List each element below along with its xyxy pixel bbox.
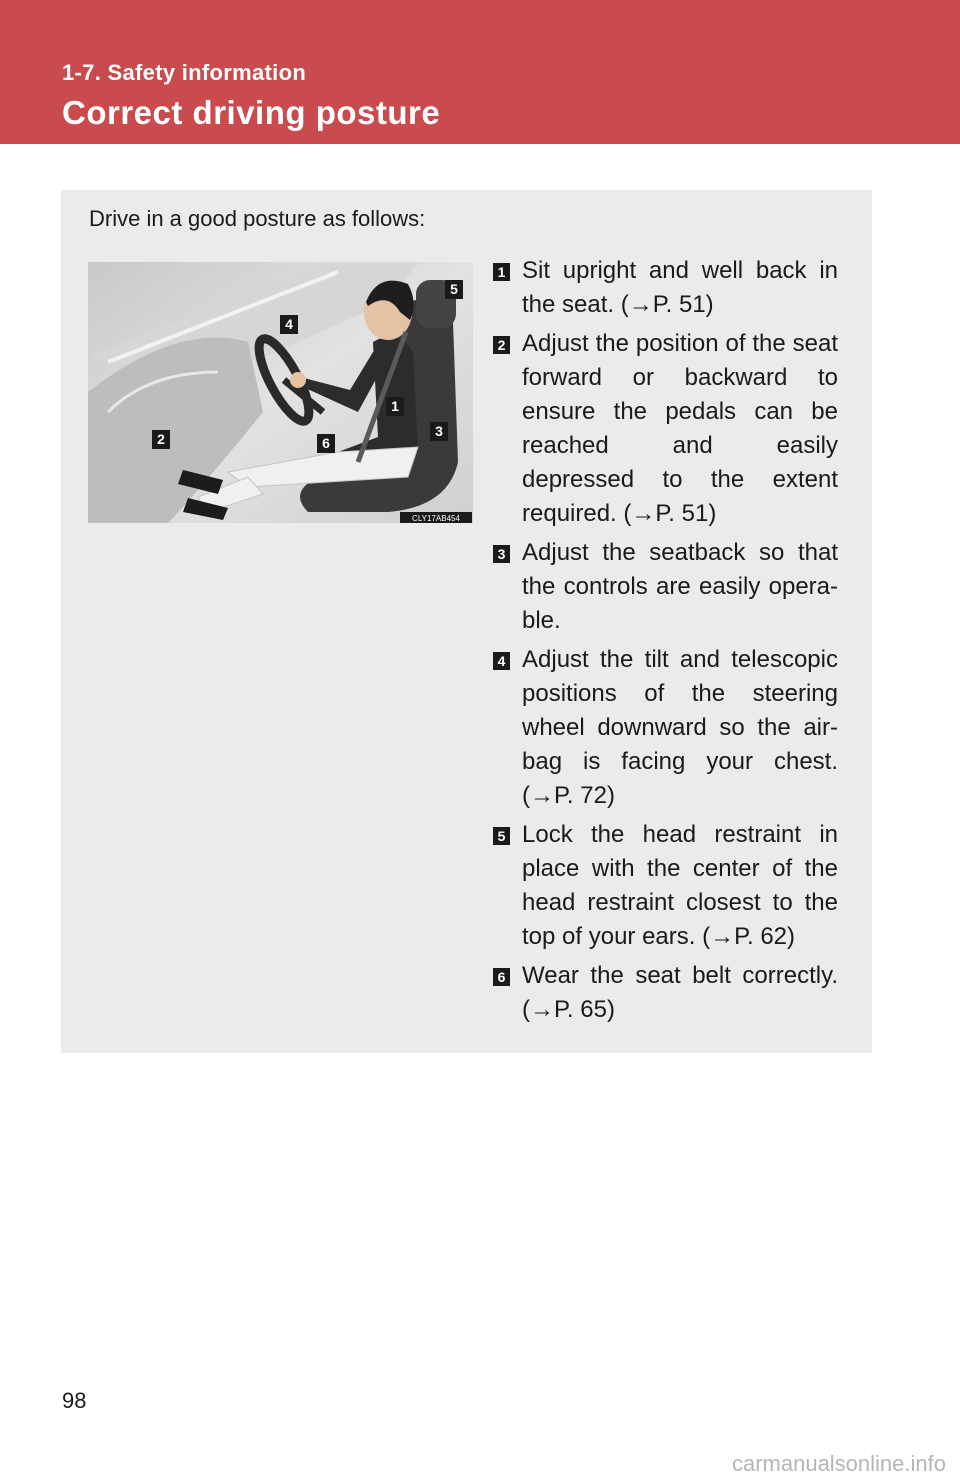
step-number-badge: 5 — [493, 827, 510, 845]
section-header — [0, 0, 960, 144]
list-item — [493, 959, 838, 1027]
svg-text:3: 3 — [435, 423, 443, 439]
svg-text:5: 5 — [450, 281, 458, 297]
watermark: carmanualsonline.info — [731, 1451, 946, 1476]
svg-text:1: 1 — [391, 398, 399, 414]
callout-3 — [430, 422, 448, 441]
svg-text:4: 4 — [285, 316, 293, 332]
step-text: Wear the seat belt correctly. (→P. 65) — [522, 962, 838, 1023]
callout-4 — [280, 315, 298, 334]
step-number-badge: 1 — [493, 263, 510, 281]
list-item — [493, 327, 838, 531]
callout-1 — [386, 397, 404, 416]
content-panel — [61, 190, 872, 1053]
figure-code: CLY17AB454 — [412, 514, 460, 523]
step-text: Adjust the seatback so that the controls are easily opera- ble. — [522, 539, 838, 634]
driving-posture-illustration — [88, 262, 473, 523]
list-item — [493, 254, 838, 322]
posture-steps-list — [493, 254, 838, 1032]
intro-text: Drive in a good posture as follows: — [89, 206, 426, 231]
callout-5 — [445, 280, 463, 299]
svg-text:6: 6 — [322, 435, 330, 451]
list-item — [493, 643, 838, 813]
section-label: 1-7. Safety information — [62, 60, 307, 85]
step-number-badge: 4 — [493, 652, 510, 670]
callout-2 — [152, 430, 170, 449]
step-text: Sit upright and well back in the seat. (→P. 51) — [522, 257, 838, 318]
step-text: Adjust the position of the seat forward or backward to ensure the pedals can be reached and easily depressed to the extent required. (→P. 51) — [522, 330, 838, 527]
step-text: Lock the head restraint in place with the center of the head restraint closest to the top of your ears. (→P. 62) — [522, 821, 838, 950]
page-number: 98 — [62, 1388, 87, 1413]
step-number-badge: 3 — [493, 545, 510, 563]
page-title: Correct driving posture — [62, 94, 441, 131]
list-item — [493, 818, 838, 954]
list-item — [493, 536, 838, 638]
step-number-badge: 2 — [493, 336, 510, 354]
step-number-badge: 6 — [493, 968, 510, 986]
svg-text:2: 2 — [157, 431, 165, 447]
callout-6 — [317, 434, 335, 453]
step-text: Adjust the tilt and telescopic positions of the steering wheel downward so the air- bag is facing your chest. (→P. 72) — [522, 646, 838, 809]
